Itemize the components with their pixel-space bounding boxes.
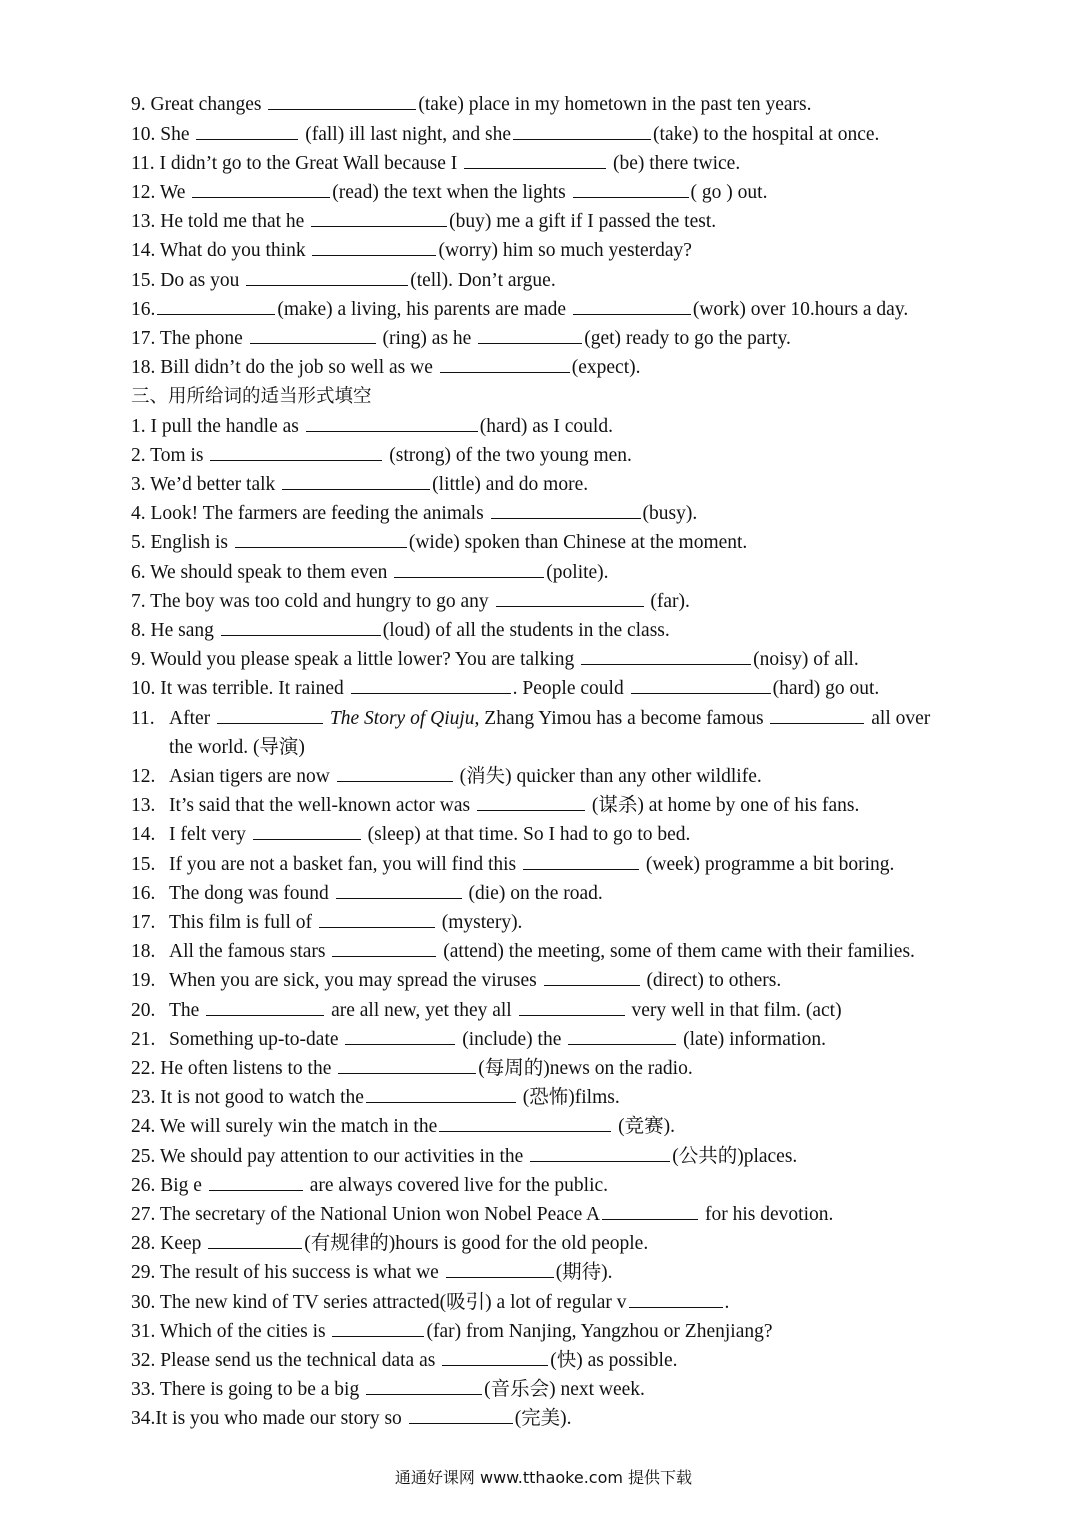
exercise-line: 10. It was terrible. It rained . People could (hard) go out.: [131, 678, 880, 700]
answer-blank[interactable]: [629, 1290, 723, 1308]
answer-blank[interactable]: [477, 793, 585, 811]
answer-blank[interactable]: [196, 122, 298, 140]
exercise-line: 34.It is you who made our story so (完美).: [131, 1408, 572, 1430]
exercise-line-continuation: the world. (导演): [169, 736, 305, 758]
answer-blank[interactable]: [250, 326, 376, 344]
exercise-line: 26. Big e are always covered live for the public.: [131, 1174, 609, 1196]
answer-blank[interactable]: [602, 1202, 698, 1220]
answer-blank[interactable]: [157, 297, 275, 315]
exercise-line: 16. The dong was found (die) on the road.: [131, 882, 603, 904]
answer-blank[interactable]: [581, 647, 751, 665]
answer-blank[interactable]: [573, 180, 689, 198]
exercise-line: 5. English is (wide) spoken than Chinese at the moment.: [131, 532, 748, 554]
answer-blank[interactable]: [513, 122, 651, 140]
exercise-line: 29. The result of his success is what we (期待).: [131, 1262, 613, 1284]
exercise-line: 15. Do as you (tell). Don’t argue.: [131, 269, 556, 291]
answer-blank[interactable]: [210, 443, 382, 461]
answer-blank[interactable]: [440, 355, 570, 373]
answer-blank[interactable]: [268, 92, 416, 110]
exercise-line: 27. The secretary of the National Union won Nobel Peace A for his devotion.: [131, 1203, 834, 1225]
answer-blank[interactable]: [253, 822, 361, 840]
answer-blank[interactable]: [519, 998, 625, 1016]
answer-blank[interactable]: [366, 1377, 482, 1395]
answer-blank[interactable]: [337, 764, 453, 782]
exercise-line: 17. The phone (ring) as he (get) ready to go the party.: [131, 327, 791, 349]
answer-blank[interactable]: [312, 238, 436, 256]
answer-blank[interactable]: [568, 1027, 676, 1045]
answer-blank[interactable]: [544, 968, 640, 986]
answer-blank[interactable]: [523, 852, 639, 870]
answer-blank[interactable]: [409, 1406, 513, 1424]
exercise-line: 18. Bill didn’t do the job so well as we (expect).: [131, 357, 641, 379]
answer-blank[interactable]: [351, 676, 511, 694]
exercise-line: 12. Asian tigers are now (消失) quicker than any other wildlife.: [131, 765, 762, 787]
answer-blank[interactable]: [282, 472, 430, 490]
page-footer: 通通好课网 www.tthaoke.com 提供下载: [394, 1468, 693, 1487]
exercise-line: 20. The are all new, yet they all very well in that film. (act): [131, 999, 842, 1021]
answer-blank[interactable]: [394, 560, 544, 578]
answer-blank[interactable]: [338, 1056, 476, 1074]
answer-blank[interactable]: [235, 530, 407, 548]
answer-blank[interactable]: [631, 676, 771, 694]
exercise-line: 6. We should speak to them even (polite).: [131, 561, 609, 583]
exercise-line: 10. She (fall) ill last night, and she (take) to the hospital at once.: [131, 123, 880, 145]
answer-blank[interactable]: [319, 910, 435, 928]
answer-blank[interactable]: [345, 1027, 455, 1045]
exercise-line: 18. All the famous stars (attend) the meeting, some of them came with their families.: [131, 941, 915, 963]
answer-blank[interactable]: [478, 326, 582, 344]
exercise-line: 11. After The Story of Qiuju, Zhang Yimou has a become famous all over: [131, 707, 931, 729]
answer-blank[interactable]: [366, 1085, 516, 1103]
answer-blank[interactable]: [496, 589, 644, 607]
answer-blank[interactable]: [530, 1144, 670, 1162]
exercise-line: 21. Something up-to-date (include) the (late) information.: [131, 1028, 827, 1050]
exercise-line: 17. This film is full of (mystery).: [131, 911, 523, 933]
answer-blank[interactable]: [573, 297, 691, 315]
exercise-line: 12. We (read) the text when the lights ( go ) out.: [131, 181, 768, 203]
answer-blank[interactable]: [208, 1231, 302, 1249]
answer-blank[interactable]: [311, 209, 447, 227]
answer-blank[interactable]: [446, 1260, 554, 1278]
answer-blank[interactable]: [206, 998, 324, 1016]
answer-blank[interactable]: [464, 151, 606, 169]
exercise-line: 32. Please send us the technical data as (快) as possible.: [131, 1349, 678, 1371]
exercise-line: 3. We’d better talk (little) and do more.: [131, 473, 589, 495]
exercise-line: 4. Look! The farmers are feeding the animals (busy).: [131, 503, 698, 525]
exercise-line: 14. What do you think (worry) him so much yesterday?: [131, 240, 692, 262]
exercise-line: 23. It is not good to watch the (恐怖)films.: [131, 1087, 620, 1109]
answer-blank[interactable]: [491, 501, 641, 519]
exercise-line: 24. We will surely win the match in the (竞赛).: [131, 1116, 675, 1138]
answer-blank[interactable]: [217, 706, 323, 724]
exercise-line: 31. Which of the cities is (far) from Nanjing, Yangzhou or Zhenjiang?: [131, 1320, 773, 1342]
answer-blank[interactable]: [442, 1348, 548, 1366]
exercise-line: 1. I pull the handle as (hard) as I could.: [131, 415, 613, 437]
answer-blank[interactable]: [770, 706, 864, 724]
answer-blank[interactable]: [246, 268, 408, 286]
answer-blank[interactable]: [332, 939, 436, 957]
answer-blank[interactable]: [192, 180, 330, 198]
exercise-line: 13. It’s said that the well-known actor was (谋杀) at home by one of his fans.: [131, 795, 860, 817]
exercise-line: 28. Keep (有规律的)hours is good for the old people.: [131, 1233, 649, 1255]
answer-blank[interactable]: [332, 1319, 424, 1337]
exercise-line: 22. He often listens to the (每周的)news on the radio.: [131, 1057, 693, 1079]
exercise-line: 16. (make) a living, his parents are made (work) over 10.hours a day.: [131, 298, 909, 320]
answer-blank[interactable]: [306, 414, 478, 432]
exercise-line: 25. We should pay attention to our activities in the (公共的)places.: [131, 1145, 798, 1167]
exercise-line: 30. The new kind of TV series attracted(吸引) a lot of regular v .: [131, 1291, 730, 1313]
section-heading: 三、用所给词的适当形式填空: [131, 386, 372, 408]
answer-blank[interactable]: [439, 1114, 611, 1132]
exercise-line: 7. The boy was too cold and hungry to go any (far).: [131, 590, 690, 612]
exercise-line: 14. I felt very (sleep) at that time. So I had to go to bed.: [131, 824, 691, 846]
exercise-line: 9. Great changes (take) place in my hometown in the past ten years.: [131, 94, 812, 115]
exercise-line: 8. He sang (loud) of all the students in the class.: [131, 619, 670, 641]
answer-blank[interactable]: [209, 1173, 303, 1191]
exercise-line: 9. Would you please speak a little lower? You are talking (noisy) of all.: [131, 649, 859, 671]
exercise-line: 2. Tom is (strong) of the two young men.: [131, 444, 632, 466]
answer-blank[interactable]: [336, 881, 462, 899]
exercise-line: 15. If you are not a basket fan, you will find this (week) programme a bit boring.: [131, 853, 895, 875]
answer-blank[interactable]: [221, 618, 381, 636]
exercise-line: 13. He told me that he (buy) me a gift if I passed the test.: [131, 211, 717, 233]
exercise-line: 19. When you are sick, you may spread the viruses (direct) to others.: [131, 970, 782, 992]
exercise-line: 33. There is going to be a big (音乐会) next week.: [131, 1379, 645, 1401]
exercise-line: 11. I didn’t go to the Great Wall because I (be) there twice.: [131, 152, 741, 174]
